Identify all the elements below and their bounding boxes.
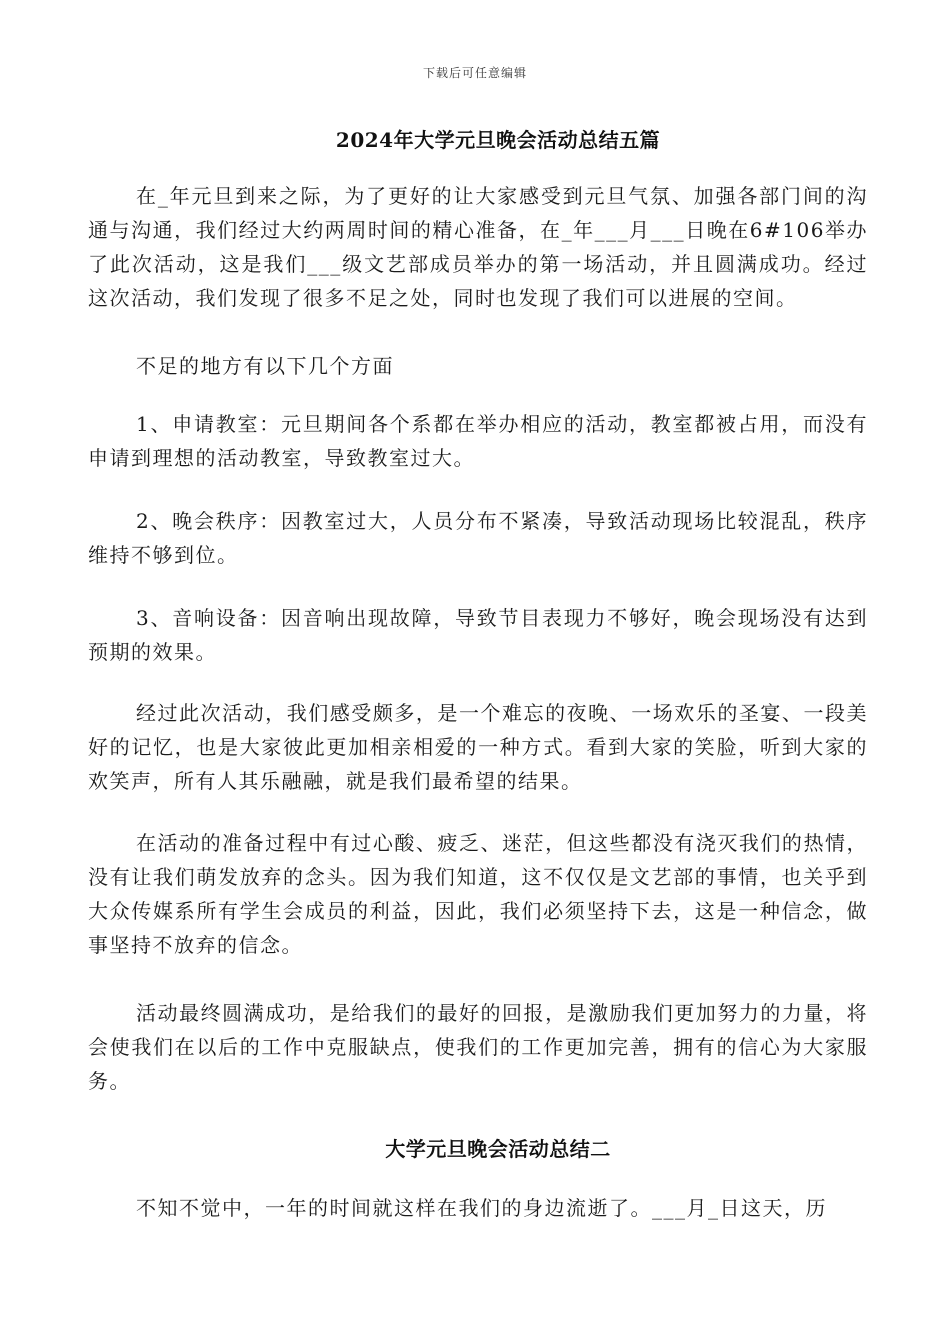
paragraph-item-audio: 3、音响设备：因音响出现故障，导致节目表现力不够好，晚会现场没有达到预期的效果。 [88, 606, 868, 664]
paragraph-preparation: 在活动的准备过程中有过心酸、疲乏、迷茫，但这些都没有浇灭我们的热情，没有让我们萌发放弃的念头。因为我们知道，这不仅仅是文艺部的事情，也关乎到大众传媒系所有学生会成员的利益，因此，我们必须坚持下去，这是一种信念，做事坚持不放弃的信念。 [88, 831, 868, 957]
section-subtitle: 大学元旦晚会活动总结二 [385, 1137, 611, 1161]
paragraph-shortcomings-heading: 不足的地方有以下几个方面 [136, 354, 394, 378]
paragraph-item-order: 2、晚会秩序：因教室过大，人员分布不紧凑，导致活动现场比较混乱，秩序维持不够到位。 [88, 509, 868, 567]
paragraph-section-two-start: 不知不觉中，一年的时间就这样在我们的身边流逝了。___月_日这天，历 [136, 1196, 827, 1220]
paragraph-intro: 在_年元旦到来之际，为了更好的让大家感受到元旦气氛、加强各部门间的沟通与沟通，我们经过大约两周时间的精心准备，在_年___月___日晚在6#106举办了此次活动，这是我们___级文艺部成员举办的第一场活动，并且圆满成功。经过这次活动，我们发现了很多不足之处，同时也发现了我们可以进展的空间。 [88, 184, 868, 310]
header-note: 下载后可任意编辑 [422, 66, 527, 80]
paragraph-item-classroom: 1、申请教室：元旦期间各个系都在举办相应的活动，教室都被占用，而没有申请到理想的活动教室，导致教室过大。 [88, 412, 868, 470]
paragraph-conclusion: 活动最终圆满成功，是给我们的最好的回报，是激励我们更加努力的力量，将会使我们在以后的工作中克服缺点，使我们的工作更加完善，拥有的信心为大家服务。 [88, 1001, 868, 1093]
document-title: 2024年大学元旦晚会活动总结五篇 [335, 128, 661, 152]
paragraph-feelings: 经过此次活动，我们感受颇多，是一个难忘的夜晚、一场欢乐的圣宴、一段美好的记忆，也是大家彼此更加相亲相爱的一种方式。看到大家的笑脸，听到大家的欢笑声，所有人其乐融融，就是我们最希望的结果。 [88, 701, 868, 793]
